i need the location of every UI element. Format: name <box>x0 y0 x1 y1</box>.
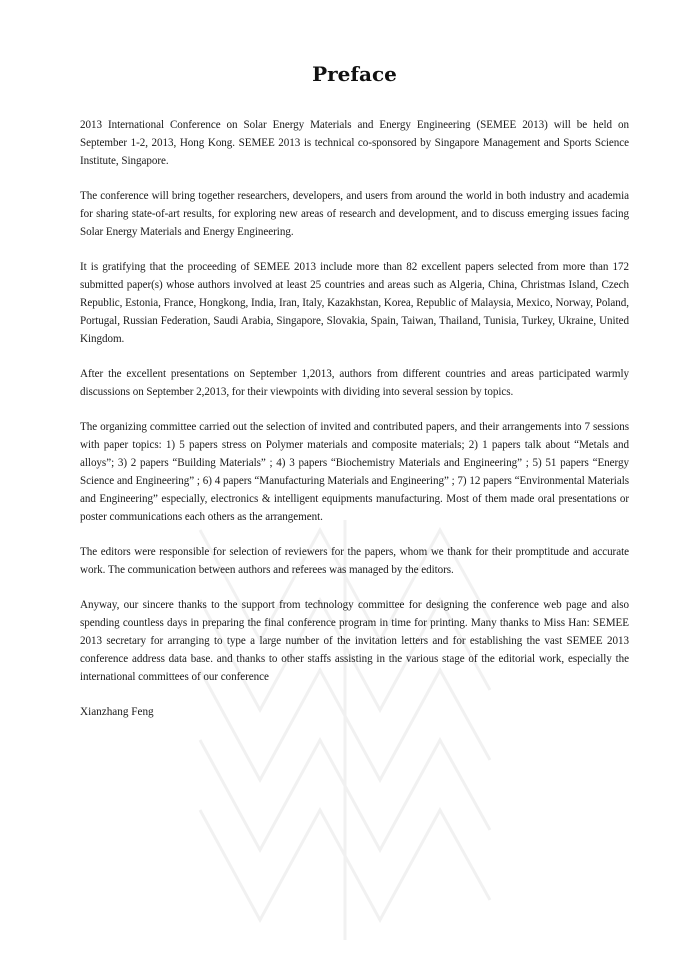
paragraph-purpose: The conference will bring together researchers, developers, and users from around the world in both industry and academia for sharing state-of-art results, for exploring new areas of research and development, and to discuss emerging issues facing Solar Energy Materials and Energy Engineering. <box>80 190 629 238</box>
paragraph-editors: The editors were responsible for selection of reviewers for the papers, whom we thank for their promptitude and accurate work. The communication between authors and referees was managed by the editors. <box>80 546 629 576</box>
paragraph-thanks: Anyway, our sincere thanks to the support from technology committee for designing the conference web page and also spending countless days in preparing the final conference program in time for printing. Many thanks to Miss Han: SEMEE 2013 secretary for arranging to type a large number of the invitation letters and for establishing the vast SEMEE 2013 conference address data base. and thanks to other staffs assisting in the various stage of the editorial work, especially the international committees of our conference <box>80 599 629 683</box>
paragraph-intro: 2013 International Conference on Solar Energy Materials and Energy Engineering (SEMEE 2013) will be held on September 1-2, 2013, Hong Kong. SEMEE 2013 is technical co-sponsored by Singapore Management and Sports Science Institute, Singapore. <box>80 119 629 167</box>
page-title: Preface <box>312 62 397 86</box>
paragraph-sessions: The organizing committee carried out the selection of invited and contributed papers, and their arrangements into 7 sessions with paper topics: 1) 5 papers stress on Polymer materials and composite materials; 2) 1 papers talk about “Metals and alloys”; 3) 2 papers “Building Materials” ; 4) 3 papers “Biochemistry Materials and Engineering” ; 5) 51 papers “Energy Science and Engineering” ; 6) 4 papers “Manufacturing Materials and Engineering” ; 7) 12 papers “Environmental Materials and Engineering” especially, electronics & intelligent equipments manufacturing. Most of them made oral presentations or poster communications each others as the arrangement. <box>80 421 629 523</box>
paragraph-papers: It is gratifying that the proceeding of SEMEE 2013 include more than 82 excellent papers selected from more than 172 submitted paper(s) whose authors involved at least 25 countries and areas such as Algeria, China, Christmas Island, Czech Republic, Estonia, France, Hongkong, India, Iran, Italy, Kazakhstan, Korea, Republic of Malaysia, Mexico, Norway, Poland, Portugal, Russian Federation, Saudi Arabia, Singapore, Slovakia, Spain, Taiwan, Thailand, Tunisia, Turkey, Ukraine, United Kingdom. <box>80 261 629 345</box>
paragraph-presentations: After the excellent presentations on September 1,2013, authors from different countries and areas participated warmly discussions on September 2,2013, for their viewpoints with dividing into several session by topics. <box>80 368 629 398</box>
author-signature: Xianzhang Feng <box>80 706 154 718</box>
preface-page <box>80 62 629 721</box>
